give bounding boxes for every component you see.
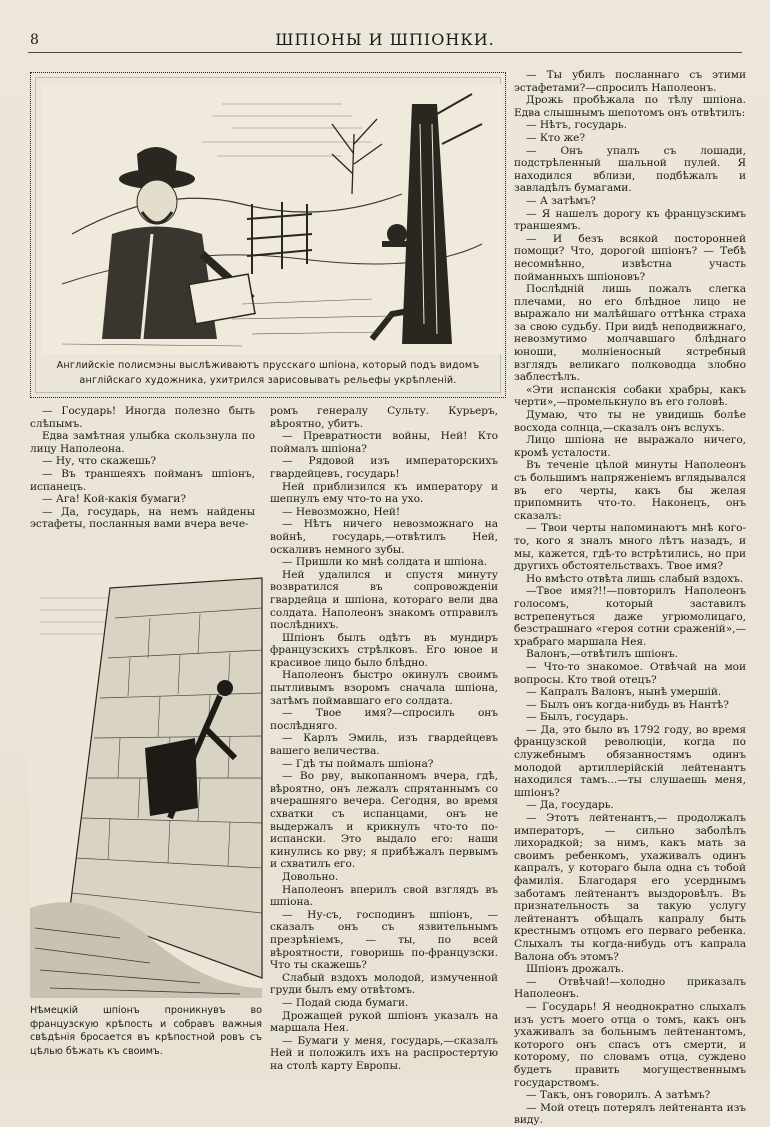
- paragraph: — Отвѣчай!—холодно приказалъ Наполеонъ.: [514, 975, 746, 1001]
- paragraph: — Нѣтъ ничего невозможнаго на войнѣ, государь,—отвѣтилъ Ней, оскаливъ немного зубы.: [270, 518, 498, 556]
- paragraph: ромъ генералу Сульту. Курьеръ, вѣроятно, убитъ.: [270, 405, 498, 430]
- paragraph: — И безъ всякой посторонней помощи? Что, дорогой шпіонъ? — Тебѣ несомнѣнно, извѣстна участь пойманныхъ шпіоновъ?: [514, 232, 746, 283]
- paragraph: — Подай сюда бумаги.: [282, 996, 409, 1009]
- paragraph: — Превратности войны, Ней! Кто поймалъ шпіона?: [270, 430, 498, 455]
- paragraph: — Этотъ лейтенантъ,— продолжалъ императоръ, — сильно заболѣлъ лихорадкой; за нимъ, какъ мать за своимъ ребенкомъ, ухаживалъ одинъ капралъ, у котораго была одна съ тобой фамилія. Благодаря его усерднымъ заботамъ лейтенантъ выздоровѣлъ. Въ признательность за такую услугу лейтенантъ обѣщалъ капралу быть крестнымъ отцомъ его перваго ребенка. Слыхалъ ты когда-нибудь отъ капрала Валона объ этомъ?: [514, 812, 746, 963]
- paragraph: — Такъ, онъ говорилъ. А затѣмъ?: [526, 1089, 711, 1102]
- paragraph: — Карлъ Эмиль, изъ гвардейцевъ вашего величества.: [270, 732, 498, 758]
- column-3: [514, 69, 746, 1127]
- header-rule: [28, 52, 742, 53]
- column-1: [30, 405, 255, 531]
- figure-policemen: [30, 72, 506, 398]
- policemen-illustration: [42, 84, 502, 354]
- paragraph: — Ну, что скажешь?: [42, 455, 157, 468]
- paragraph: — Былъ, государь.: [526, 711, 629, 724]
- column-2: [270, 405, 498, 1072]
- paragraph: Ней приблизился къ императору и шепнулъ ему что-то на ухо.: [270, 480, 498, 506]
- figure-policemen-frame: [35, 77, 501, 393]
- page-header: [0, 28, 770, 58]
- paragraph: Дрожащей рукой шпіонъ указалъ на маршала Нея.: [270, 1009, 498, 1035]
- paragraph: — Да, это было въ 1792 году, во время французской революціи, когда по служебнымъ обязанностямъ одинъ молодой артиллерійскій лейтенантъ находился тамъ...—ты слушаешь меня, шпіонъ?: [514, 723, 746, 799]
- paragraph: — Капралъ Валонъ, нынѣ умершій.: [526, 686, 722, 699]
- paragraph: Шпіонъ дрожалъ.: [526, 963, 624, 976]
- spy-fortress-illustration: [30, 578, 262, 998]
- paragraph: — Бумаги у меня, государь,—сказалъ Ней и положилъ ихъ на распростертую на столѣ карту Европы.: [270, 1034, 498, 1072]
- paragraph: — Да, государь, на немъ найдены эстафеты, посланныя вами вчера вече-: [30, 505, 255, 531]
- paragraph: — Во рву, выкопанномъ вчера, гдѣ, вѣроятно, онъ лежалъ спрятаннымъ со вчерашняго вечера. Сегодня, во время схватки съ испанцами, онъ не выдержалъ и крикнулъ что-то по-испански. Это выдало его: наши кинулись ко рву; я прибѣжалъ первымъ и схватилъ его.: [270, 770, 498, 871]
- paragraph: Довольно.: [282, 870, 339, 883]
- paragraph: — Государь! Я неоднократно слыхалъ изъ устъ моего отца о томъ, какъ онъ ухаживалъ за больнымъ лейтенантомъ, которого онъ спасъ отъ смерти, и которому, по словамъ отца, суждено будетъ править могущественнымъ государствомъ.: [514, 1000, 746, 1089]
- paragraph: — Рядовой изъ императорскихъ гвардейцевъ, государь!: [270, 455, 498, 480]
- paragraph: Шпіонъ былъ одѣтъ въ мундиръ французскихъ стрѣлковъ. Его юное и красивое лицо было блѣдно.: [270, 631, 498, 669]
- paragraph: — Твои черты напоминаютъ мнѣ кого-то, кого я зналъ много лѣтъ назадъ, и мы, кажется, гдѣ-то встрѣтились, но при другихъ обстоятельствахъ. Твое имя?: [514, 522, 746, 573]
- paragraph: — Онъ упалъ съ лошади, подстрѣленный шальной пулей. Я находился вблизи, подбѣжалъ и завладѣлъ бумагами.: [514, 144, 746, 195]
- paragraph: — Гдѣ ты поймалъ шпіона?: [282, 757, 434, 770]
- paragraph: — Невозможно, Ней!: [282, 505, 401, 518]
- paragraph: Слабый вздохъ молодой, измученной груди былъ ему отвѣтомъ.: [270, 971, 498, 997]
- paragraph: — Мой отецъ потерялъ лейтенанта изъ виду.: [514, 1101, 746, 1127]
- paragraph: — А затѣмъ?: [526, 194, 596, 207]
- paragraph: «Эти испанскія собаки храбры, какъ черти»,—промелькнуло въ его головѣ.: [514, 383, 746, 409]
- paragraph: — Твое имя?—спросилъ онъ послѣдняго.: [270, 707, 498, 732]
- paragraph: — Государь! Иногда полезно быть слѣпымъ.: [30, 405, 255, 430]
- paragraph: Наполеонъ вперилъ свой взглядъ въ шпіона.: [270, 883, 498, 909]
- paragraph: Едва замѣтная улыбка скользнула по лицу Наполеона.: [30, 430, 255, 455]
- paragraph: Ней удалился и спустя минуту возвратился въ сопровожденіи гвардейца и шпіона, котораго вели два солдата. Наполеонъ знакомъ отправилъ послѣднихъ.: [270, 568, 498, 632]
- paragraph: Послѣдній лишь пожалъ слегка плечами, но его блѣдное лицо не выражало ни малѣйшаго оттѣнка страха за свою судьбу. При видѣ неподвижнаго, невозмутимо молчавшаго блѣднаго юноши, молніеносный ястребный взглядъ великаго полководца злобно заблестѣлъ.: [514, 283, 746, 384]
- paragraph: — Въ траншеяхъ пойманъ шпіонъ, испанецъ.: [30, 467, 255, 493]
- paragraph: — Ты убилъ посланнаго съ этими эстафетами?—спросилъ Наполеонъ.: [514, 69, 746, 94]
- paragraph: Валонъ,—отвѣтилъ шпіонъ.: [526, 648, 678, 661]
- paragraph: Въ теченіе цѣлой минуты Наполеонъ съ большимъ напряженіемъ вглядывался въ его черты, какъ бы желая припомнить что-то. Наконецъ, онъ сказалъ:: [514, 459, 746, 522]
- paragraph: — Кто же?: [526, 131, 586, 144]
- spy-fortress-caption: Нѣмецкій шпіонъ проникнувъ во французскую крѣпость и собравъ важныя свѣдѣнія бросается въ крѣпостной ровъ съ цѣлью бѣжать къ своимъ.: [30, 1005, 262, 1057]
- paragraph: Но вмѣсто отвѣта лишь слабый вздохъ.: [526, 572, 744, 585]
- paragraph: — Ага! Кой-какія бумаги?: [42, 493, 186, 506]
- paragraph: Думаю, что ты не увидишь болѣе восхода солнца,—сказалъ онъ вслухъ.: [514, 409, 746, 434]
- paragraph: —Твое имя?!!—повторилъ Наполеонъ голосомъ, который заставилъ встрепенуться даже угрюмолицаго, безстрашнаго «героя сотни сраженій»,—храбраго маршала Нея.: [514, 585, 746, 648]
- paragraph: Дрожь пробѣжала по тѣлу шпіона. Едва слышнымъ шепотомъ онъ отвѣтилъ:: [514, 94, 746, 119]
- running-title: ШПІОНЫ И ШПІОНКИ.: [275, 30, 495, 49]
- paragraph: Наполеонъ быстро окинулъ своимъ пытливымъ взоромъ сначала шпіона, затѣмъ поймавшаго его солдата.: [270, 669, 498, 707]
- paragraph: — Я нашелъ дорогу къ французскимъ траншеямъ.: [514, 207, 746, 233]
- paragraph: Лицо шпіона не выражало ничего, кромѣ усталости.: [514, 434, 746, 459]
- paragraph: — Да, государь.: [526, 799, 614, 812]
- figure-policemen-caption: Английскіе полисмэны выслѣживаютъ прусскаго шпіона, который подъ видомъ англійскаго художника, ухитрился зарисовывать рельефы укрѣпленій.: [56, 360, 480, 386]
- paragraph: — Былъ онъ когда-нибудь въ Нантѣ?: [526, 698, 729, 711]
- page-number: 8: [30, 32, 40, 48]
- paragraph: — Что-то знакомое. Отвѣчай на мои вопросы. Кто твой отецъ?: [514, 660, 746, 686]
- paragraph: — Нѣтъ, государь.: [526, 119, 627, 132]
- paragraph: — Пришли ко мнѣ солдата и шпіона.: [282, 556, 488, 569]
- paragraph: — Ну-съ, господинъ шпіонъ, — сказалъ онъ съ язвительнымъ презрѣніемъ, — ты, по всей вѣроятности, говоришь по-французски. Что ты скажешь?: [270, 908, 498, 972]
